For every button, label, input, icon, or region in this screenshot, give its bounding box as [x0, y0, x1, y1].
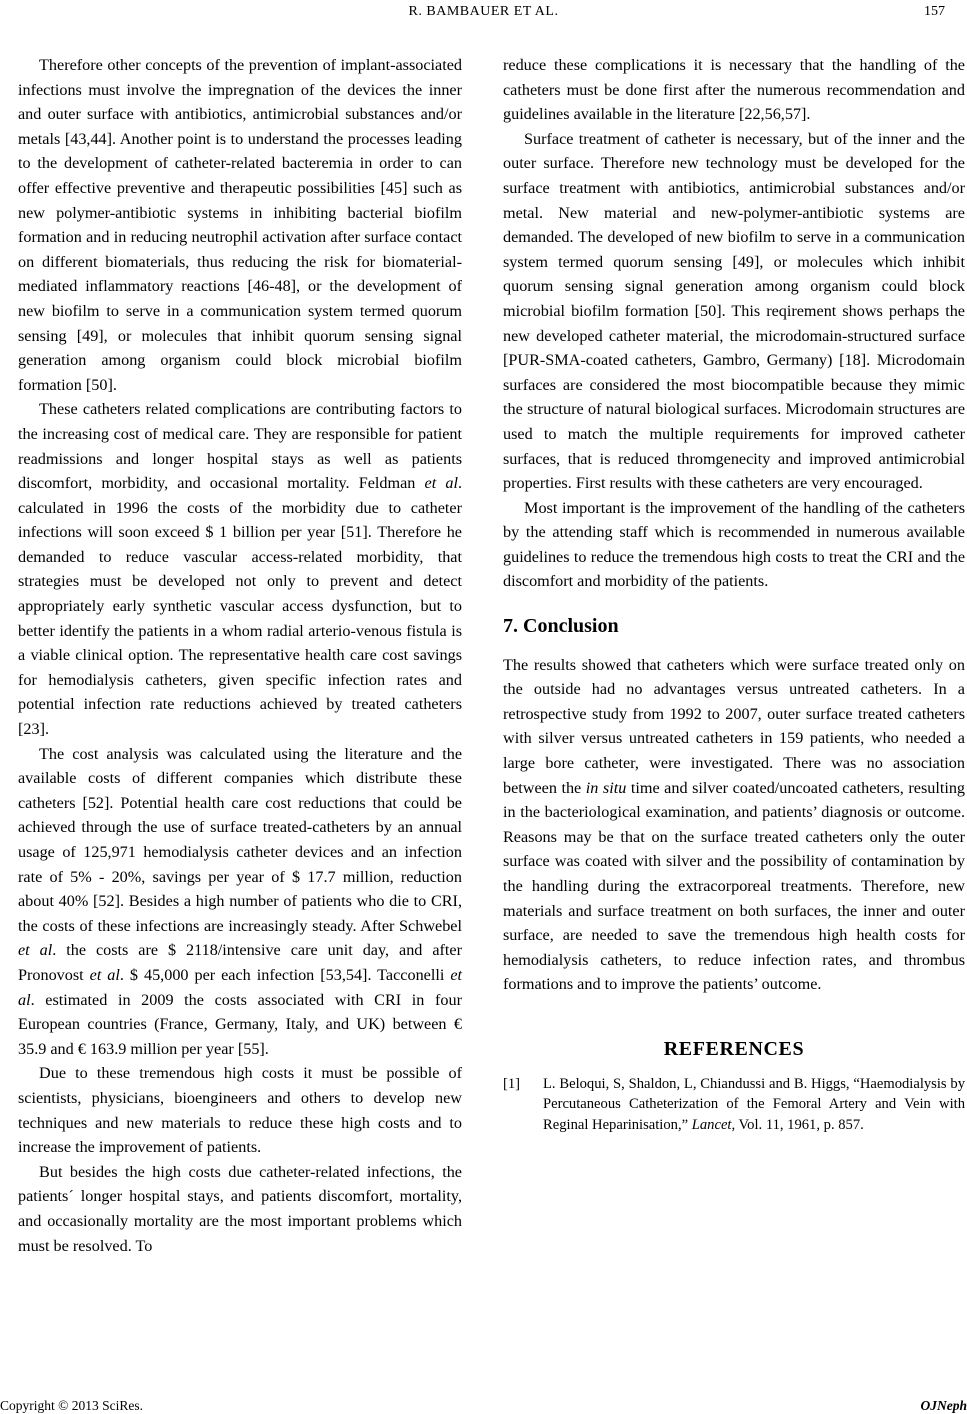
text: . $ 45,000 per each infection [53,54]. Tacconelli	[119, 965, 445, 984]
text: . the costs are $ 2118/intensive care unit day, and after Pronovost	[18, 941, 463, 984]
paragraph: Therefore other concepts of the prevention of implant-associated infections must involve the impregnation of the devices the inner and outer surface with antibiotics, antimicrobial substances and/or metals [43,44]. Another point is to understand the processes leading to the development of catheter-related bacteremia in order to can offer effective preventive and therapeutic possibilities [45] such as new polymer-antibiotic systems in inhibiting bacterial biofilm formation and in reducing neutrophil activation after surface contact on different biomaterials, thus reducing the risk for biomaterial-mediated inflammatory reactions [46-48], or the development of new biofilm to serve in a communication system termed quorum sensing [49], or molecules that inhibit quorum sensing signal generation among organism could block microbial biofilm formation [50].	[18, 56, 462, 394]
paragraph: Most important is the improvement of the handling of the catheters by the attending staff which is recommended in numerous available guidelines to reduce the tremendous high costs to treat the CRI and the discomfort and morbidity of the patients.	[503, 498, 965, 591]
reference-number: [1]	[503, 1075, 521, 1092]
text: . calculated in 1996 the costs of the morbidity due to catheter infections will soon exceed $ 1 billion per year [51]. Therefore he demanded to reduce vascular access-related morbidity, that strategies must be developed not only to prevent and detect appropriately early synthetic vascular access dysfunction, but to better identify the patients in a whom radial arterio-venous fistula is a viable clinical option. The representative health care cost savings for hemodialysis catheters, given specific infection rates and potential infection rate reductions achieved by treated catheters [23].	[18, 474, 462, 739]
paragraph: But besides the high costs due catheter-related infections, the patients´ longer hospital stays, and patients discomfort, mortality, and occasionally mortality are the most important problems which must be resolved. To	[18, 1162, 462, 1255]
paragraph	[18, 397, 462, 741]
reference-tail: , Vol. 11, 1961, p. 857.	[731, 1116, 864, 1133]
journal-name: OJNeph	[920, 1398, 967, 1413]
left-column	[18, 53, 462, 1258]
et-al: et al	[424, 474, 458, 493]
paragraph: Surface treatment of catheter is necessary, but of the inner and the outer surface. Therefore new technology must be developed for the surface treatment with antibiotics, antimicrobial substances and/or metal. New material and new-polymer-antibiotic systems are demanded. The developed of new biofilm to serve in a communication system termed quorum sensing [49], or molecules which inhibit quorum sensing signal generation among organism could block microbial biofilm formation [50]. This reqirement shows perhaps the new developed catheter material, the microdomain-structured surface [PUR-SMA-coated catheters, Gambro, Germany) [18]. Microdomain surfaces are considered the most biocompatible because they mimic the structure of natural biological surfaces. Microdomain structures are used to match the multiple requirements for improved catheter surfaces, that is reduced thromgenecity and improved antimicrobial properties. First results with these catheters are very encouraged.	[503, 129, 965, 493]
et-al: et al	[89, 965, 120, 984]
paragraph: reduce these complications it is necessary that the handling of the catheters must be done first after the numerous recommendation and guidelines available in the literature [22,56,57].	[503, 56, 965, 124]
in-situ: in situ	[585, 778, 627, 797]
section-heading: 7. Conclusion	[503, 615, 619, 638]
text: These catheters related complications are contributing factors to the increasing cost of medical care. They are responsible for patient readmissions and longer hospital stays as well as patients discomfort, morbidity, and occasional mortality. Feldman	[18, 400, 462, 493]
running-head: R. BAMBAUER ET AL.	[408, 4, 559, 19]
page-number: 157	[924, 4, 945, 19]
copyright: Copyright © 2013 SciRes.	[0, 1398, 144, 1413]
references-heading: REFERENCES	[663, 1037, 805, 1060]
et-al: et al	[18, 965, 463, 1009]
right-column	[503, 53, 965, 1135]
et-al: et al	[18, 941, 53, 960]
paragraph	[18, 742, 462, 1062]
text: The cost analysis was calculated using the literature and the available costs of different companies which distribute these catheters [52]. Potential health care cost reductions that could be achieved through the use of surface treated-catheters by an annual usage of 125,971 hemodialysis catheter devices and an infection rate of 5% - 20%, savings per year of $ 17.7 million, reduction about 40% [52]. Besides a high number of patients who die to CRI, the costs of these infections are increasingly steady. After Schwebel	[18, 744, 462, 935]
reference-journal: Lancet	[691, 1116, 732, 1133]
page-header	[0, 4, 967, 24]
text: The results showed that catheters which were surface treated only on the outside had no advantages versus untreated catheters. In a retrospective study from 1992 to 2007, outer surface treated catheters with silver versus untreated catheters in 159 patients, who needed a large bore catheter, were investigated. There was no association between the	[503, 655, 965, 797]
paragraph: Due to these tremendous high costs it must be possible of scientists, physicians, bioengineers and others to develop new techniques and new materials to reduce these high costs and to increase the improvement of patients.	[18, 1064, 462, 1157]
paragraph	[503, 653, 965, 997]
text: . estimated in 2009 the costs associated with CRI in four European countries (France, Germany, Italy, and UK) between € 35.9 and € 163.9 million per year [55].	[18, 990, 462, 1058]
text: time and silver coated/uncoated catheters, resulting in the bacteriological examination, and patients’ diagnosis or outcome. Reasons may be that on the surface treated catheters only the outer surface was coated with silver and the possibility of contamination by the handling during the extracorporeal treatments. Therefore, new materials and surface treatment on both surfaces, the inner and outer surface, are needed to save the tremendous high health costs for hemodialysis catheters, to reduce infection rates, and thrombus formations and to improve the patients’ outcome.	[503, 778, 966, 994]
reference-item	[503, 1074, 965, 1136]
reference-text: L. Beloqui, S, Shaldon, L, Chiandussi and B. Higgs, “Haemodialysis by Percutaneous Catheterization of the Femoral Artery and Vein with Reginal Heparinisation,”	[543, 1075, 965, 1133]
